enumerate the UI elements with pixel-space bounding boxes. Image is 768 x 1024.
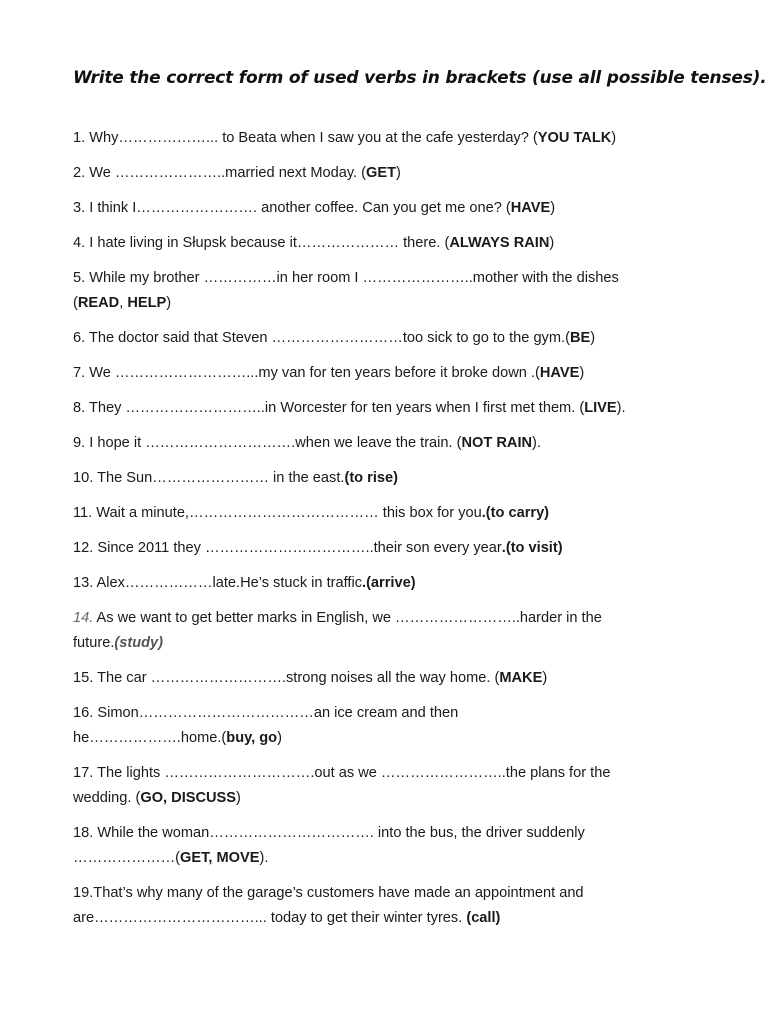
exercise-11: 11. Wait a minute,………………………………… this box for you.(to carry) — [73, 505, 550, 521]
exercise-3: 3. I think I……………………. another coffee. Can you get me one? (HAVE) — [73, 200, 556, 216]
worksheet-title: Write the correct form of used verbs in brackets (use all possible tenses). — [73, 68, 767, 88]
exercise-2: 2. We …………………..married next Moday. (GET) — [73, 165, 401, 181]
exercise-13: 13. Alex………………late.He’s stuck in traffic.(arrive) — [73, 575, 416, 591]
exercise-1: 1. Why………………... to Beata when I saw you at the cafe yesterday? (YOU TALK) — [73, 130, 617, 146]
exercise-6: 6. The doctor said that Steven ………………………too sick to go to the gym.(BE) — [73, 330, 596, 346]
exercise-12: 12. Since 2011 they ……………………………..their son every year.(to visit) — [73, 540, 563, 556]
exercise-5: 5. While my brother ……………in her room I …………………..mother with the dishes (READ, HELP) — [73, 270, 619, 311]
exercise-4: 4. I hate living in Słupsk because it………………… there. (ALWAYS RAIN) — [73, 235, 555, 251]
exercise-8: 8. They ………………………..in Worcester for ten years when I first met them. (LIVE). — [73, 400, 626, 416]
exercise-14: 14. As we want to get better marks in English, we ……………………..harder in the future.(study) — [73, 610, 602, 651]
exercise-16: 16. Simon………………………………an ice cream and then he……………….home.(buy, go) — [73, 705, 459, 746]
exercise-7: 7. We ………………………...my van for ten years before it broke down .(HAVE) — [73, 365, 585, 381]
exercise-17: 17. The lights ………………………….out as we ……………………..the plans for the wedding. (GO, DISCUSS) — [73, 765, 611, 806]
exercise-10: 10. The Sun…………………… in the east.(to rise) — [73, 470, 398, 486]
exercise-15: 15. The car ……………………….strong noises all the way home. (MAKE) — [73, 670, 548, 686]
exercise-19: 19.That’s why many of the garage’s customers have made an appointment and are……………………………... today to get their winter tyres. (call) — [73, 885, 584, 926]
exercise-9: 9. I hope it ………………………….when we leave the train. (NOT RAIN). — [73, 435, 541, 451]
exercise-18: 18. While the woman……………………………. into the bus, the driver suddenly …………………(GET, MOVE). — [73, 825, 585, 866]
